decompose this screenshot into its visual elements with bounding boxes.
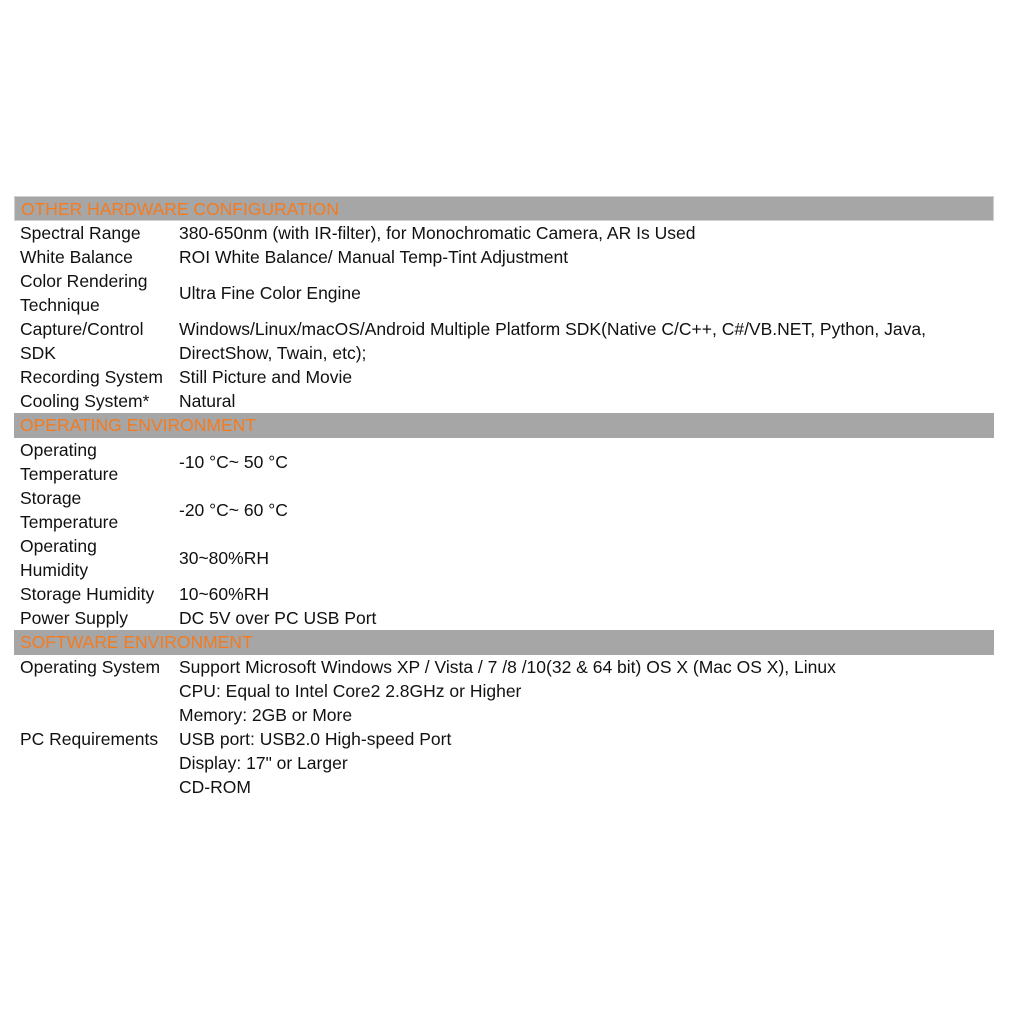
spec-label-line: Technique	[20, 295, 100, 315]
spec-label-line: Operating	[20, 536, 97, 556]
spec-value-line: CD-ROM	[179, 777, 251, 797]
spec-row	[14, 438, 994, 486]
spec-row	[14, 221, 994, 245]
spec-value-line: Memory: 2GB or More	[179, 705, 353, 725]
spec-value-line: Support Microsoft Windows XP / Vista / 7 /8 /10(32 & 64 bit) OS X (Mac OS X), Linux	[179, 657, 836, 677]
spec-label-line: Capture/Control	[20, 319, 144, 339]
spec-row	[14, 269, 994, 317]
spec-value	[179, 582, 994, 606]
spec-value-line: Windows/Linux/macOS/Android Multiple Platform SDK(Native C/C++, C#/VB.NET, Python, Java,	[179, 319, 926, 339]
spec-label-line: Storage	[20, 488, 82, 508]
spec-label-line: Power Supply	[20, 608, 128, 628]
spec-row	[14, 582, 994, 606]
section-header: OTHER HARDWARE CONFIGURATION	[14, 196, 994, 221]
spec-value	[179, 245, 994, 269]
spec-value	[179, 546, 994, 570]
spec-label-line: Operating System	[20, 657, 161, 677]
spec-row	[14, 365, 994, 389]
spec-value	[179, 317, 994, 365]
spec-row	[14, 389, 994, 413]
spec-row	[14, 534, 994, 582]
spec-label	[14, 221, 179, 245]
spec-value	[179, 365, 994, 389]
spec-value-line: -20 °C~ 60 °C	[179, 500, 288, 520]
spec-value-line: ROI White Balance/ Manual Temp-Tint Adjustment	[179, 247, 569, 267]
spec-value	[179, 655, 994, 679]
section-header: SOFTWARE ENVIRONMENT	[14, 630, 994, 655]
spec-table	[14, 196, 994, 799]
spec-label	[14, 534, 179, 582]
spec-value-line: Ultra Fine Color Engine	[179, 283, 361, 303]
spec-label	[14, 245, 179, 269]
spec-value	[179, 450, 994, 474]
spec-label	[14, 606, 179, 630]
spec-row	[14, 486, 994, 534]
spec-label-line: Operating	[20, 440, 97, 460]
section-header: OPERATING ENVIRONMENT	[14, 413, 994, 438]
spec-label-line: Temperature	[20, 512, 119, 532]
spec-label-line: White Balance	[20, 247, 133, 267]
spec-label-line: Cooling System*	[20, 391, 150, 411]
spec-value-line: CPU: Equal to Intel Core2 2.8GHz or Higher	[179, 681, 522, 701]
spec-value-line: Display: 17" or Larger	[179, 753, 348, 773]
spec-label-line: Storage Humidity	[20, 584, 155, 604]
spec-label	[14, 486, 179, 534]
spec-label	[14, 727, 179, 751]
spec-value-line: 380-650nm (with IR-filter), for Monochromatic Camera, AR Is Used	[179, 223, 696, 243]
spec-label-line: Recording System	[20, 367, 163, 387]
spec-label-line: Temperature	[20, 464, 119, 484]
spec-value-line: Natural	[179, 391, 236, 411]
spec-value-line: DC 5V over PC USB Port	[179, 608, 377, 628]
spec-value	[179, 498, 994, 522]
spec-value-line: 10~60%RH	[179, 584, 269, 604]
spec-label	[14, 365, 179, 389]
spec-label	[14, 655, 179, 679]
spec-value-line: USB port: USB2.0 High-speed Port	[179, 729, 452, 749]
spec-value-line: -10 °C~ 50 °C	[179, 452, 288, 472]
spec-value	[179, 221, 994, 245]
spec-value	[179, 679, 994, 799]
spec-value	[179, 281, 994, 305]
spec-label	[14, 269, 179, 317]
spec-row	[14, 606, 994, 630]
spec-value	[179, 606, 994, 630]
spec-label	[14, 389, 179, 413]
spec-row	[14, 317, 994, 365]
spec-label	[14, 582, 179, 606]
spec-label-line: Humidity	[20, 560, 89, 580]
spec-value-line: 30~80%RH	[179, 548, 269, 568]
spec-label-line: SDK	[20, 343, 56, 363]
spec-row	[14, 245, 994, 269]
spec-label-line: Color Rendering	[20, 271, 148, 291]
spec-label-line: Spectral Range	[20, 223, 141, 243]
spec-value-line: Still Picture and Movie	[179, 367, 353, 387]
spec-label	[14, 438, 179, 486]
spec-row	[14, 679, 994, 799]
spec-value-line: DirectShow, Twain, etc);	[179, 343, 367, 363]
spec-value	[179, 389, 994, 413]
spec-label-line: PC Requirements	[20, 729, 159, 749]
spec-label	[14, 317, 179, 365]
spec-row	[14, 655, 994, 679]
